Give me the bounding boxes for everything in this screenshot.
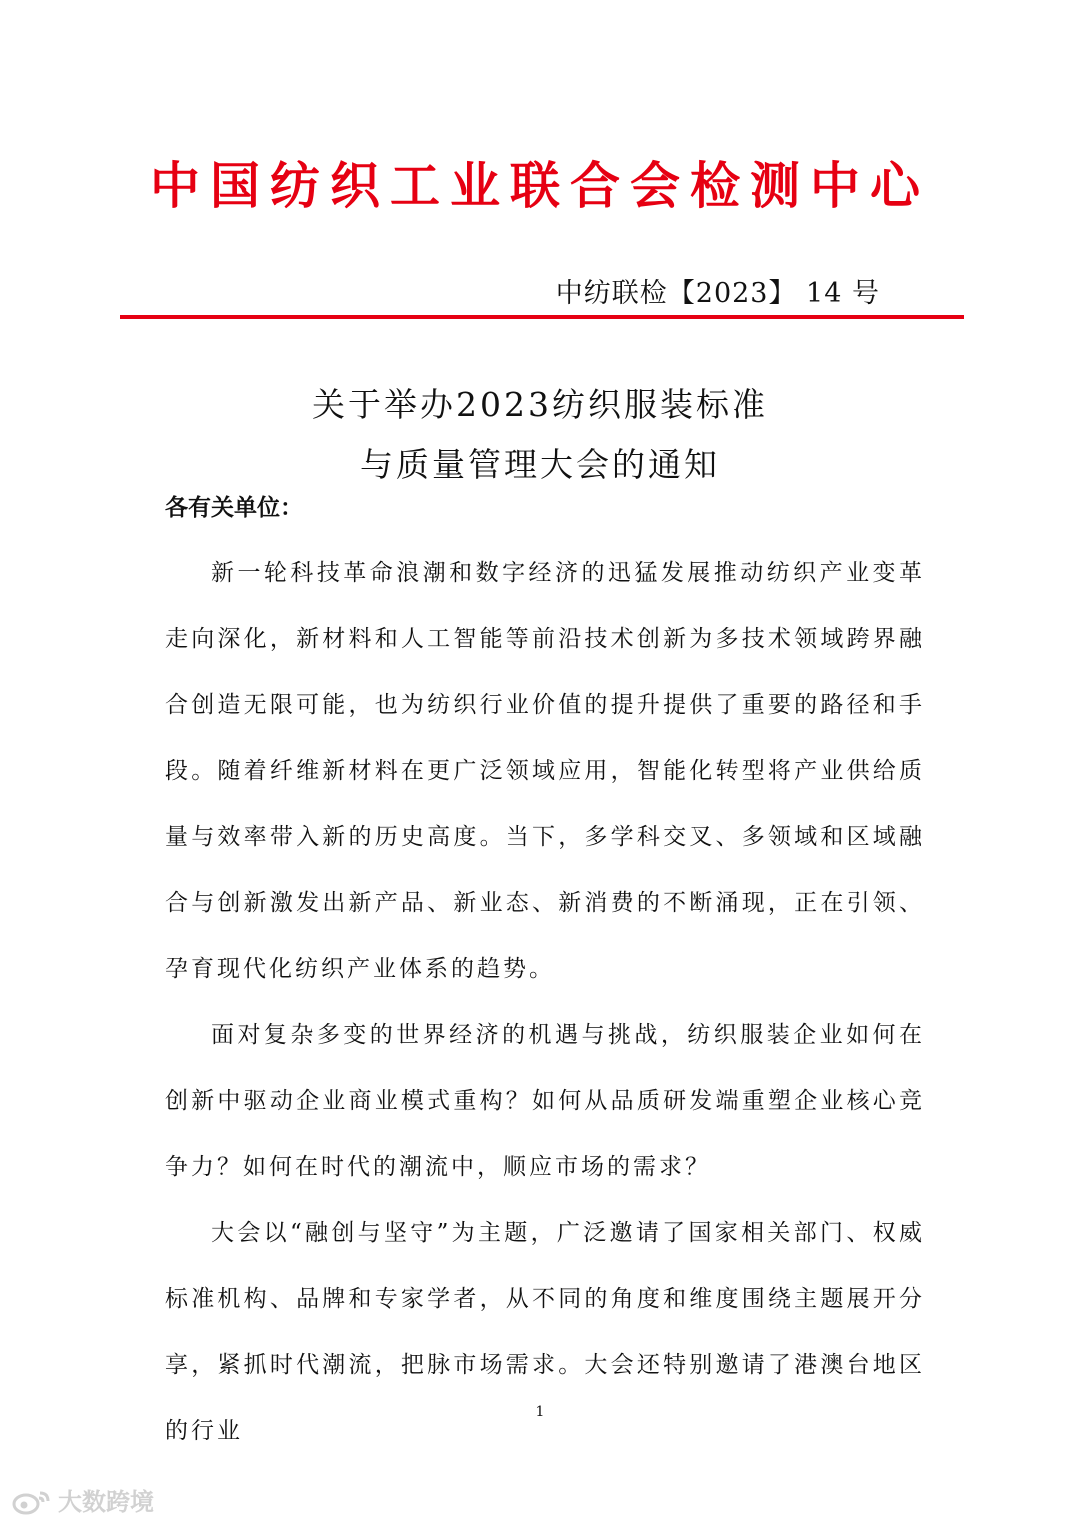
notice-body bbox=[165, 540, 925, 1464]
body-paragraph-3: 大会以“融创与坚守”为主题，广泛邀请了国家相关部门、权威标准机构、品牌和专家学者，从不同的角度和维度围绕主题展开分享，紧抓时代潮流，把脉市场需求。大会还特别邀请了港澳台地区的行业 bbox=[165, 1220, 925, 1444]
page-number: 1 bbox=[535, 1404, 545, 1420]
watermark bbox=[12, 1487, 154, 1517]
watermark-text: 大数跨境 bbox=[58, 1488, 154, 1516]
notice-title-line-1: 关于举办2023纺织服装标准 bbox=[312, 385, 768, 424]
salutation: 各有关单位： bbox=[165, 495, 303, 521]
letterhead-title: 中国纺织工业联合会检测中心 bbox=[150, 157, 930, 215]
notice-title-line-2: 与质量管理大会的通知 bbox=[360, 445, 720, 484]
body-paragraph-2: 面对复杂多变的世界经济的机遇与挑战，纺织服装企业如何在创新中驱动企业商业模式重构？如何从品质研发端重塑企业核心竞争力？如何在时代的潮流中，顺应市场的需求？ bbox=[165, 1022, 925, 1180]
letterhead-divider bbox=[120, 315, 964, 319]
document-number: 中纺联检【2023】 14 号 bbox=[555, 278, 880, 309]
weibo-logo-icon bbox=[12, 1489, 52, 1515]
body-paragraph-1: 新一轮科技革命浪潮和数字经济的迅猛发展推动纺织产业变革走向深化，新材料和人工智能等前沿技术创新为多技术领域跨界融合创造无限可能，也为纺织行业价值的提升提供了重要的路径和手段。随着纤维新材料在更广泛领域应用，智能化转型将产业供给质量与效率带入新的历史高度。当下，多学科交叉、多领域和区域融合与创新激发出新产品、新业态、新消费的不断涌现，正在引领、孕育现代化纺织产业体系的趋势。 bbox=[165, 560, 925, 982]
